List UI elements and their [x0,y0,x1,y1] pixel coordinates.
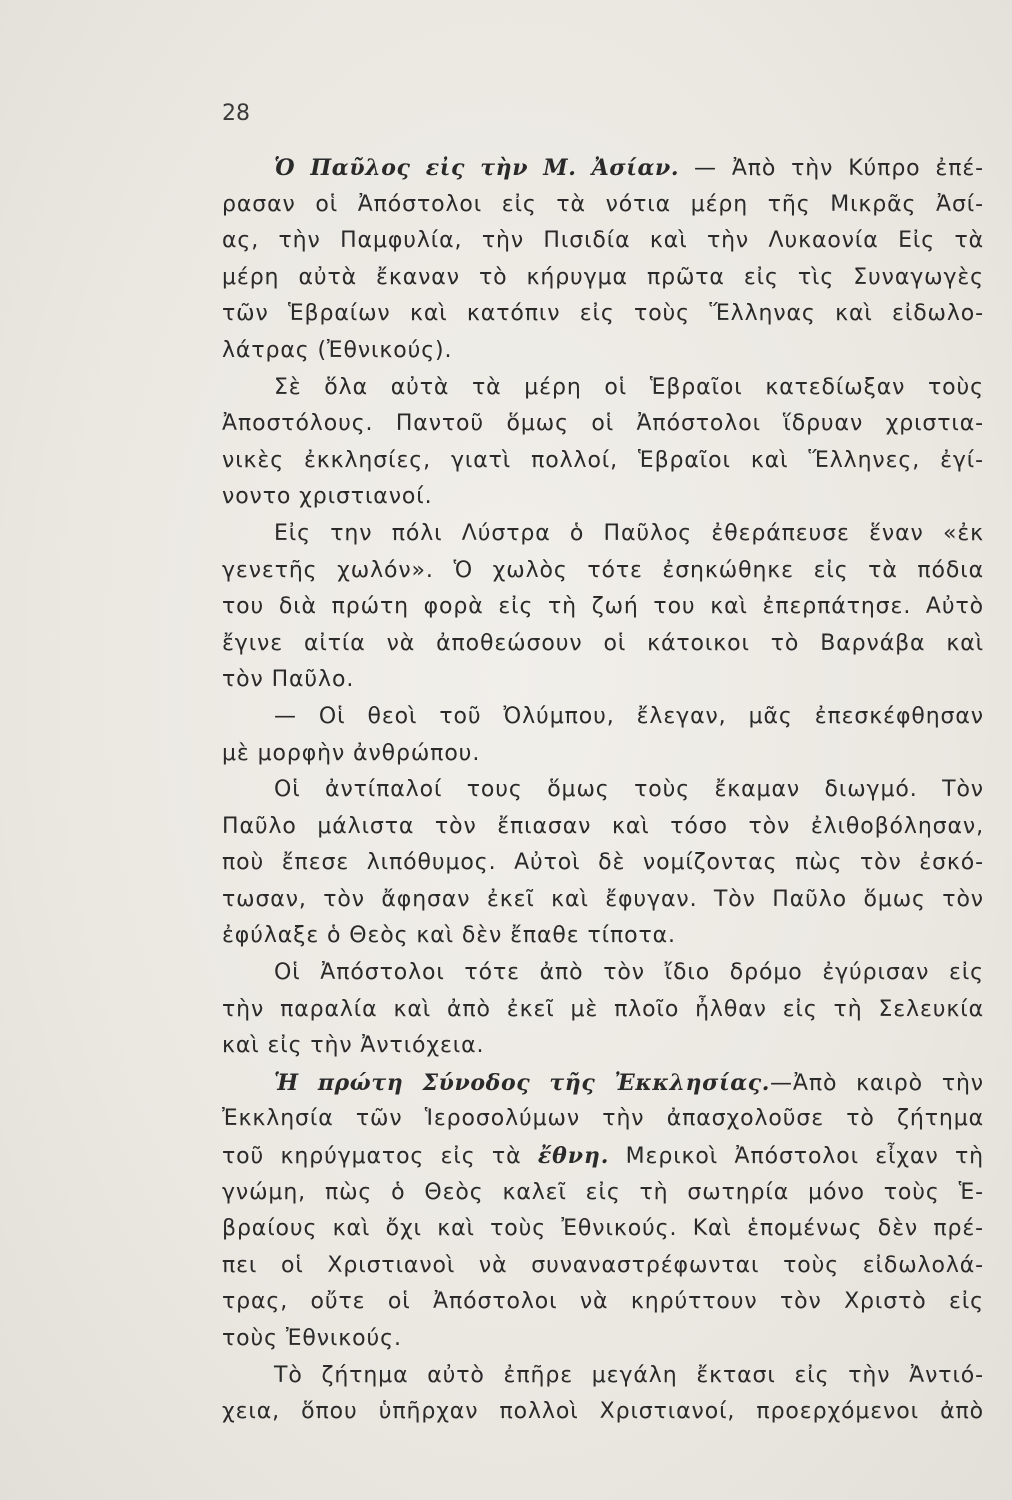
text-line: τὴν παραλία καὶ ἀπὸ ἐκεῖ μὲ πλοῖο ἦλθαν εἰς τὴ Σελευκία [222,996,984,1022]
text-line: ρασαν οἱ Ἀπόστολοι εἰς τὰ νότια μέρη τῆς Μικρᾶς Ἀσί- [222,191,984,217]
text-line: ποὺ ἔπεσε λιπόθυμος. Αὐτοὶ δὲ νομίζοντας πὼς τὸν ἐσκό- [222,850,984,876]
text-line: γενετῆς χωλόν». Ὁ χωλὸς τότε ἐσηκώθηκε εἰς τὰ πόδια [222,557,984,583]
text-line [222,1065,984,1102]
text-span: τοῦ κηρύγματος εἰς τὰ [222,1144,538,1170]
text-line: ἐφύλαξε ὁ Θεὸς καὶ δὲν ἔπαθε τίποτα. [222,923,676,949]
page-number: 28 [222,101,250,126]
text-line: Εἰς την πόλι Λύστρα ὁ Παῦλος ἐθεράπευσε ἕναν «ἐκ [274,520,984,546]
body-text [222,150,984,1431]
text-span: Μερικοὶ Ἀπόστολοι εἶχαν τὴ [609,1144,984,1170]
emphasized-word: ἔθνη. [537,1143,610,1170]
text-line: μὲ μορφὴν ἀνθρώπου. [222,740,481,766]
section-heading-paul-asia: Ὁ Παῦλος εἰς τὴν Μ. Ἀσίαν. [274,155,680,181]
text-line: νοντο χριστιανοί. [222,484,433,510]
text-line: — Οἱ θεοὶ τοῦ Ὀλύμπου, ἔλεγαν, μᾶς ἐπεσκέφθησαν [274,703,984,729]
text-line [222,150,984,187]
text-line: Παῦλο μάλιστα τὸν ἔπιασαν καὶ τόσο τὸν ἐλιθοβόλησαν, [222,813,984,839]
text-line: χεια, ὅπου ὑπῆρχαν πολλοὶ Χριστιανοί, προερχόμενοι ἀπὸ [222,1399,984,1425]
text-line [222,1138,984,1175]
text-line: καὶ εἰς τὴν Ἀντιόχεια. [222,1033,485,1059]
text-line: γνώμη, πὼς ὁ Θεὸς καλεῖ εἰς τὴ σωτηρία μόνο τοὺς Ἑ- [222,1179,984,1205]
text-line: ας, τὴν Παμφυλία, τὴν Πισιδία καὶ τὴν Λυκαονία Εἰς τὰ [222,228,984,254]
text-line: Ἀποστόλους. Παντοῦ ὅμως οἱ Ἀπόστολοι ἵδρυαν χριστια- [222,411,984,437]
text-line: του διὰ πρώτη φορὰ εἰς τὴ ζωή του καὶ ἐπερπάτησε. Αὐτὸ [222,594,984,620]
section-heading-first-synod: Ἡ πρώτη Σύνοδος τῆς Ἐκκλησίας. [274,1069,770,1096]
text-line: βραίους καὶ ὄχι καὶ τοὺς Ἐθνικούς. Καὶ ἑπομένως δὲν πρέ- [222,1216,984,1242]
text-line: νικὲς ἐκκλησίες, γιατὶ πολλοί, Ἑβραῖοι καὶ Ἕλληνες, ἐγί- [222,447,984,473]
text-line: Σὲ ὅλα αὐτὰ τὰ μέρη οἱ Ἑβραῖοι κατεδίωξαν τοὺς [274,374,984,400]
text-line: μέρη αὐτὰ ἔκαναν τὸ κήρυγμα πρῶτα εἰς τὶς Συναγωγὲς [222,264,984,290]
text-line: τῶν Ἑβραίων καὶ κατόπιν εἰς τοὺς Ἕλληνας καὶ εἰδωλο- [222,301,984,327]
text-line: Ἐκκλησία τῶν Ἱεροσολύμων τὴν ἀπασχολοῦσε τὸ ζήτημα [222,1106,984,1132]
text-span: —Ἀπὸ καιρὸ τὴν [770,1070,984,1096]
text-line: λάτρας (Ἐθνικούς). [222,337,453,363]
text-line: τὸν Παῦλο. [222,667,355,693]
text-line: τωσαν, τὸν ἄφησαν ἐκεῖ καὶ ἔφυγαν. Τὸν Παῦλο ὅμως τὸν [222,886,984,912]
text-line: Οἱ Ἀπόστολοι τότε ἀπὸ τὸν ἴδιο δρόμο ἐγύρισαν εἰς [274,960,984,986]
text-line: πει οἱ Χριστιανοὶ νὰ συναναστρέφωνται τοὺς εἰδωλολά- [222,1252,984,1278]
text-span: — Ἀπὸ τὴν Κύπρο ἐπέ- [679,156,984,181]
text-line: Οἱ ἀντίπαλοί τους ὅμως τοὺς ἔκαμαν διωγμό. Τὸν [274,777,984,803]
text-line: τοὺς Ἐθνικούς. [222,1326,402,1351]
text-line: ἔγινε αἰτία νὰ ἀποθεώσουν οἱ κάτοικοι τὸ Βαρνάβα καὶ [222,630,984,656]
text-line: τρας, οὔτε οἱ Ἀπόστολοι νὰ κηρύττουν τὸν Χριστὸ εἰς [222,1289,984,1315]
text-line: Τὸ ζήτημα αὐτὸ ἐπῆρε μεγάλη ἔκτασι εἰς τὴν Ἀντιό- [274,1362,984,1388]
